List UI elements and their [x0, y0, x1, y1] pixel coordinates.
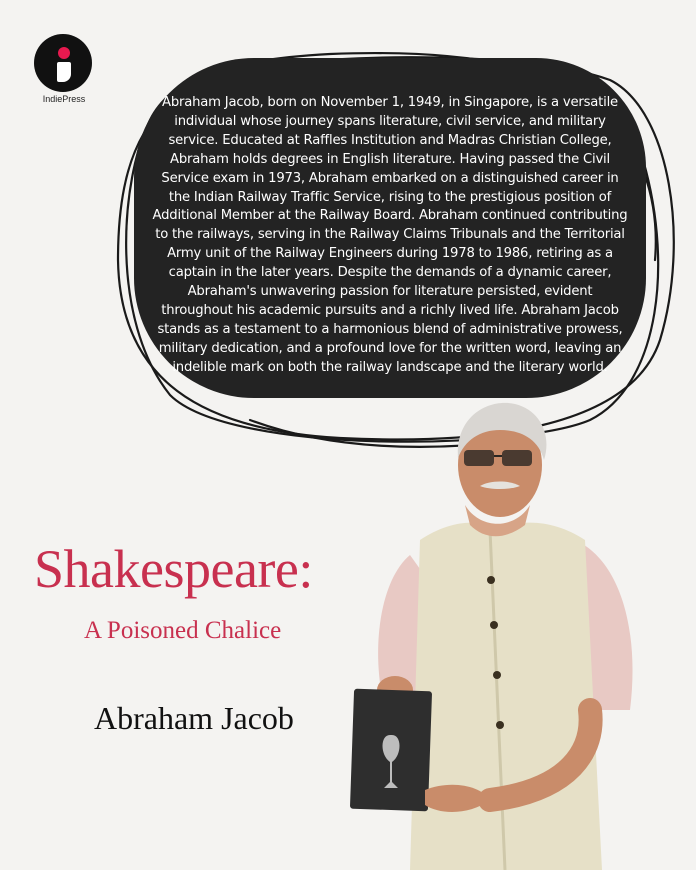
- brand-name: IndiePress: [42, 94, 86, 104]
- author-photo: [340, 390, 696, 870]
- book-title: Shakespeare:: [34, 539, 313, 599]
- bio-text: Abraham Jacob, born on November 1, 1949, in Singapore, is a versatile individual whose journey spans literature, civil service, and military service. Educated at Raffles Institution and Madras Christian College, Abraham holds degrees in English literature. Having passed the Civil Service exam in 1973, Abraham embarked on a distinguished career in the Indian Railway Traffic Service, rising to the prestigious position of Additional Member at the Railway Board. Abraham continued contributing to the railways, serving in the Railway Claims Tribunals and the Territorial Army unit of the Railway Engineers during 1978 to 1986, retiring as a captain in the later years. Despite the demands of a dynamic career, Abraham's unwavering passion for literature persisted, evident throughout his academic pursuits and a richly lived life. Abraham Jacob stands as a testament to a harmonious blend of administrative prowess, military dedication, and a profound love for the written word, leaving an indelible mark on both the railway landscape and the literary world.: [152, 95, 628, 375]
- book-subtitle: A Poisoned Chalice: [84, 617, 282, 644]
- author-name: Abraham Jacob: [94, 700, 294, 736]
